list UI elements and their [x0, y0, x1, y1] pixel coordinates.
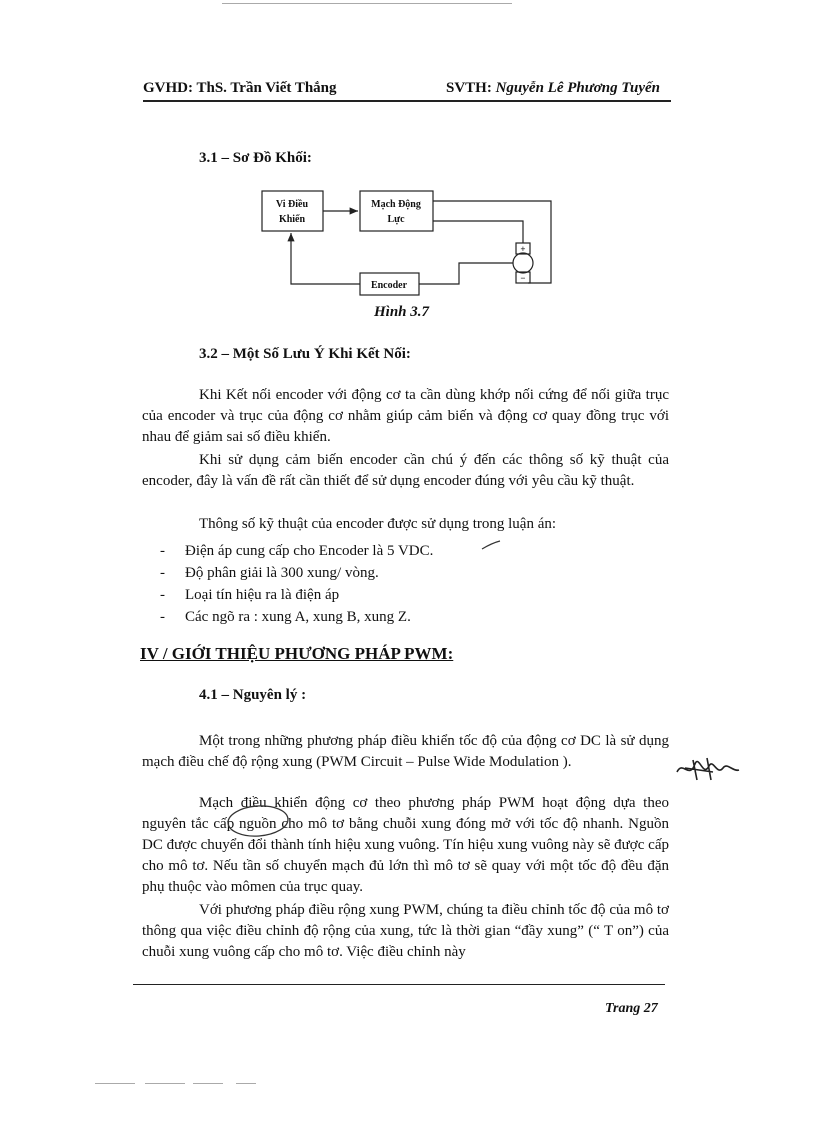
- section-4-heading: IV / GIỚI THIỆU PHƯƠNG PHÁP PWM:: [140, 644, 454, 663]
- driver-label-2: Lực: [387, 214, 405, 225]
- header-supervisor: GVHD: ThS. Trần Viết Thắng: [143, 80, 337, 96]
- driver-block: [360, 191, 433, 231]
- section-3-1-heading: 3.1 – Sơ Đồ Khối:: [199, 150, 312, 166]
- motor-minus-label: −: [520, 273, 526, 283]
- motor-plus-label: +: [520, 244, 526, 254]
- list-item-text: Độ phân giải là 300 xung/ vòng.: [185, 565, 379, 581]
- bullet-dash: -: [160, 587, 165, 603]
- scan-artifact-bottom: [236, 1083, 256, 1084]
- scan-artifact-bottom: [95, 1083, 135, 1084]
- encoder-label: Encoder: [370, 280, 408, 291]
- footer-rule: [133, 984, 665, 985]
- header-student-prefix: SVTH:: [446, 80, 496, 96]
- paragraph: Mạch điều khiển động cơ theo phương pháp PWM hoạt động dựa theo nguyên tắc cấp nguồn cho mô tơ bằng chuỗi xung đóng mở với tốc độ nhanh. Nguồn DC được chuyển đổi thành tính hiệu xung vuông. Tín hiệu xung vuông này sẽ được cấp cho mô tơ. Nếu tần số chuyển mạch đủ lớn thì mô tơ sẽ quay với một tốc độ đều đặn phụ thuộc vào mômen của trục quay.: [142, 795, 669, 895]
- list-item: [160, 540, 433, 562]
- handwritten-ticks: [470, 537, 570, 617]
- bullet-dash: -: [160, 543, 165, 559]
- mcu-label-1: Vi Điều: [275, 199, 309, 210]
- driver-motor-wire-top: [433, 201, 551, 283]
- header-rule: [143, 100, 671, 102]
- section-4-1-heading: 4.1 – Nguyên lý :: [199, 687, 307, 703]
- list-item-text: Điện áp cung cấp cho Encoder là 5 VDC.: [185, 543, 434, 559]
- header-student-name: Nguyễn Lê Phương Tuyến: [495, 80, 660, 96]
- list-item-text: Loại tín hiệu ra là điện áp: [185, 587, 340, 603]
- encoder-to-mcu-arrow: [291, 233, 360, 284]
- paragraph: Thông số kỹ thuật của encoder được sử dụng trong luận án:: [199, 516, 557, 532]
- mcu-block: [262, 191, 323, 231]
- paragraph: Khi sử dụng cảm biến encoder cần chú ý đến các thông số kỹ thuật của encoder, đây là vấn đề rất cần thiết để sử dụng encoder đúng với yêu cầu kỹ thuật.: [142, 452, 669, 489]
- header-student: [446, 80, 660, 97]
- figure-caption: Hình 3.7: [374, 304, 430, 320]
- paragraph: Một trong những phương pháp điều khiển tốc độ của động cơ DC là sử dụng mạch điều chế độ rộng xung (PWM Circuit – Pulse Wide Modulation ).: [142, 733, 669, 770]
- tick-mark: [482, 541, 500, 549]
- scan-artifact-bottom: [145, 1083, 185, 1084]
- page-number: Trang 27: [605, 1001, 658, 1016]
- list-item: [160, 562, 433, 584]
- bullet-dash: -: [160, 565, 165, 581]
- bullet-dash: -: [160, 609, 165, 625]
- scan-artifact-top: [222, 3, 512, 4]
- scan-artifact-bottom: [193, 1083, 223, 1084]
- handwritten-circle: [225, 803, 295, 841]
- spec-list: [160, 540, 433, 628]
- mcu-label-2: Khiển: [278, 214, 306, 225]
- motor-to-encoder-wire: [419, 263, 513, 284]
- list-item: [160, 606, 433, 628]
- driver-label-1: Mạch Động: [371, 199, 421, 210]
- paragraph: Với phương pháp điều rộng xung PWM, chúng ta điều chỉnh tốc độ của mô tơ thông qua việc điều chỉnh độ rộng của xung, tức là thời gian “đầy xung” (“ T on”) của chuỗi xung vuông cấp cho mô tơ. Việc điều chỉnh này: [142, 902, 669, 960]
- driver-motor-wire-plus: [433, 221, 523, 243]
- block-diagram: [255, 183, 565, 305]
- list-item: [160, 584, 433, 606]
- motor-symbol: [513, 253, 533, 273]
- section-3-2-heading: 3.2 – Một Số Lưu Ý Khi Kết Nối:: [199, 346, 411, 362]
- list-item-text: Các ngõ ra : xung A, xung B, xung Z.: [185, 609, 411, 625]
- handwritten-signature: [673, 750, 743, 786]
- paragraph: Khi Kết nối encoder với động cơ ta cần dùng khớp nối cứng để nối giữa trục của encoder và trục của động cơ nhằm giúp cảm biến và động cơ quay đồng trục với nhau để giảm sai số điều khiển.: [142, 387, 669, 445]
